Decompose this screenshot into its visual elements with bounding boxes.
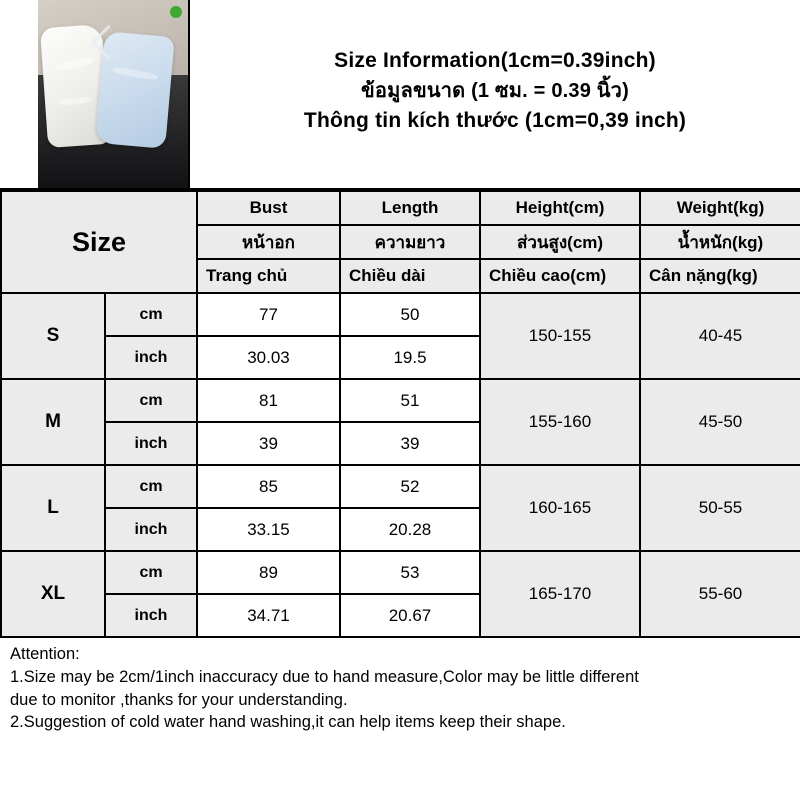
table-row xyxy=(1,293,800,336)
header-height-en: Height(cm) xyxy=(480,191,640,225)
product-photo xyxy=(38,0,190,188)
height-m: 155-160 xyxy=(480,379,640,465)
header-length-vi: Chiều dài xyxy=(340,259,480,293)
unit-cm: cm xyxy=(105,551,197,594)
bust-cm-m: 81 xyxy=(197,379,340,422)
header-length-en: Length xyxy=(340,191,480,225)
size-label-s: S xyxy=(1,293,105,379)
attention-section xyxy=(0,638,800,734)
header-weight-en: Weight(kg) xyxy=(640,191,800,225)
table-row xyxy=(1,551,800,594)
weight-m: 45-50 xyxy=(640,379,800,465)
unit-inch: inch xyxy=(105,422,197,465)
bust-inch-l: 33.15 xyxy=(197,508,340,551)
table-row xyxy=(1,379,800,422)
header-weight-th: น้ำหนัก(kg) xyxy=(640,225,800,259)
length-cm-l: 52 xyxy=(340,465,480,508)
header-bust-en: Bust xyxy=(197,191,340,225)
length-cm-s: 50 xyxy=(340,293,480,336)
weight-s: 40-45 xyxy=(640,293,800,379)
length-inch-m: 39 xyxy=(340,422,480,465)
table-body xyxy=(1,293,800,637)
title-thai: ข้อมูลขนาด (1 ซม. = 0.39 นิ้ว) xyxy=(361,79,629,102)
size-label-m: M xyxy=(1,379,105,465)
unit-inch: inch xyxy=(105,336,197,379)
header-height-th: ส่วนสูง(cm) xyxy=(480,225,640,259)
header-bust-th: หน้าอก xyxy=(197,225,340,259)
height-xl: 165-170 xyxy=(480,551,640,637)
table-row xyxy=(1,465,800,508)
length-cm-m: 51 xyxy=(340,379,480,422)
header-height-vi: Chiều cao(cm) xyxy=(480,259,640,293)
length-inch-xl: 20.67 xyxy=(340,594,480,637)
table-header xyxy=(1,191,800,293)
attention-heading: Attention: xyxy=(10,645,80,663)
size-label-l: L xyxy=(1,465,105,551)
header-length-th: ความยาว xyxy=(340,225,480,259)
title-vietnamese: Thông tin kích thước (1cm=0,39 inch) xyxy=(303,108,687,132)
weight-l: 50-55 xyxy=(640,465,800,551)
length-inch-s: 19.5 xyxy=(340,336,480,379)
bust-cm-xl: 89 xyxy=(197,551,340,594)
size-table xyxy=(0,190,800,638)
bust-cm-l: 85 xyxy=(197,465,340,508)
height-l: 160-165 xyxy=(480,465,640,551)
title-english: Size Information(1cm=0.39inch) xyxy=(334,49,656,73)
unit-inch: inch xyxy=(105,594,197,637)
green-dot-icon xyxy=(170,6,182,18)
bust-cm-s: 77 xyxy=(197,293,340,336)
unit-cm: cm xyxy=(105,293,197,336)
title-block xyxy=(190,0,800,188)
weight-xl: 55-60 xyxy=(640,551,800,637)
length-cm-xl: 53 xyxy=(340,551,480,594)
attention-line-1: 1.Size may be 2cm/1inch inaccuracy due to hand measure,Color may be little different xyxy=(10,667,639,686)
bust-inch-s: 30.03 xyxy=(197,336,340,379)
bust-inch-m: 39 xyxy=(197,422,340,465)
unit-inch: inch xyxy=(105,508,197,551)
length-inch-l: 20.28 xyxy=(340,508,480,551)
size-label-xl: XL xyxy=(1,551,105,637)
header-band xyxy=(0,0,800,190)
unit-cm: cm xyxy=(105,379,197,422)
header-row-en xyxy=(1,191,800,225)
unit-cm: cm xyxy=(105,465,197,508)
attention-line-3: 2.Suggestion of cold water hand washing,it can help items keep their shape. xyxy=(10,713,566,732)
header-weight-vi: Cân nặng(kg) xyxy=(640,259,800,293)
header-bust-vi: Trang chủ xyxy=(197,259,340,293)
size-column-header: Size xyxy=(1,191,197,293)
attention-line-2: due to monitor ,thanks for your understanding. xyxy=(10,690,348,709)
height-s: 150-155 xyxy=(480,293,640,379)
bust-inch-xl: 34.71 xyxy=(197,594,340,637)
